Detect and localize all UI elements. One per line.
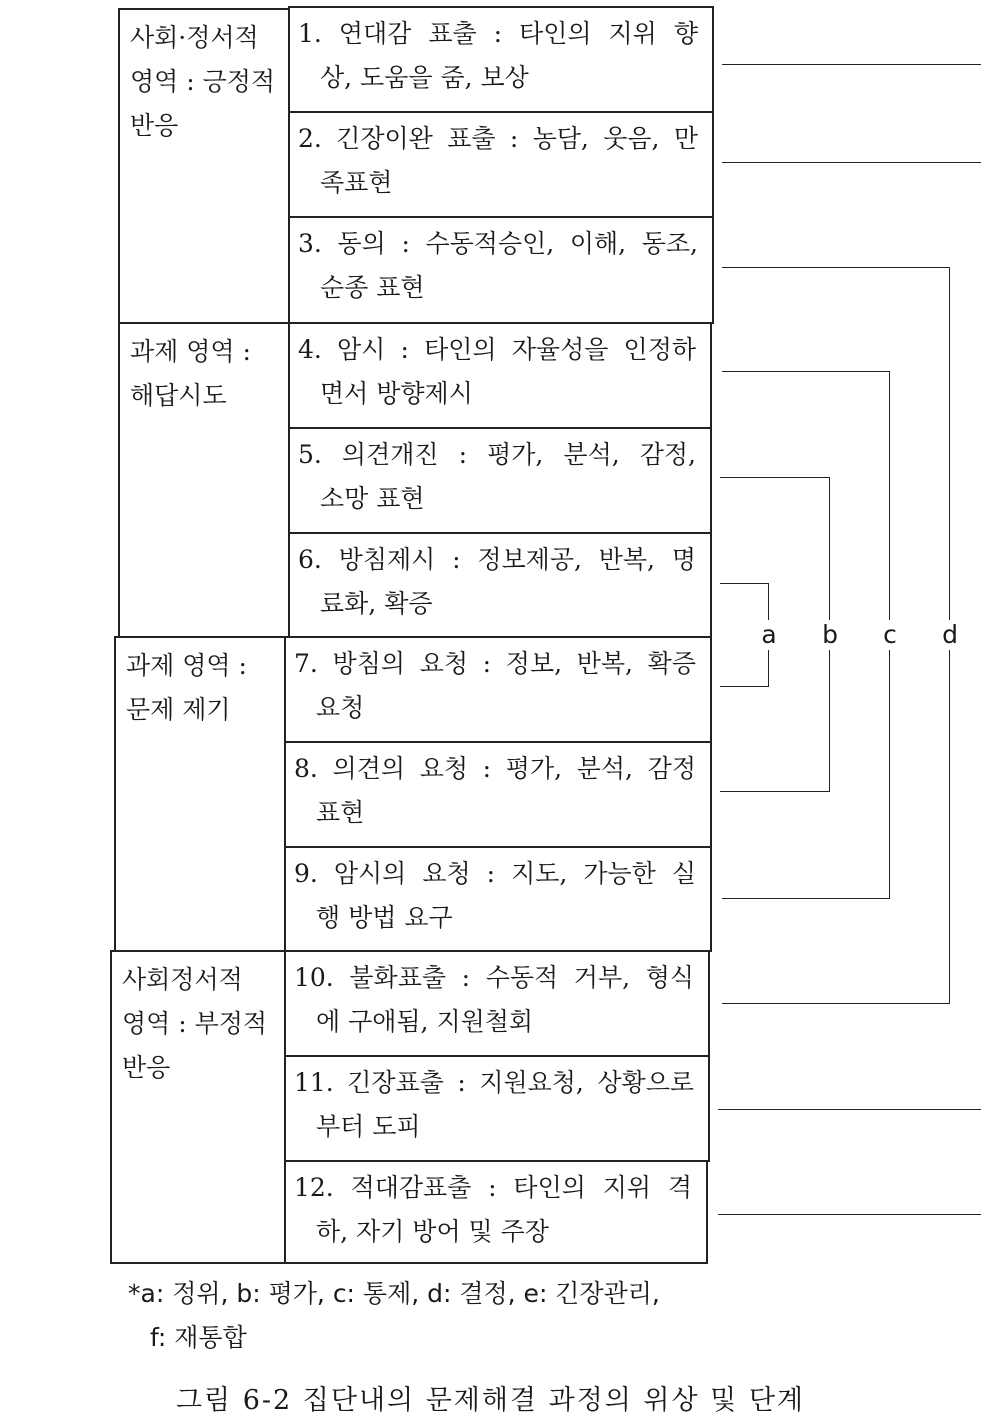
category-line1: 11. 긴장표출 : 지원요청, 상황으로 [294,1068,694,1097]
category-line1: 12. 적대감표출 : 타인의 지위 격 [294,1173,692,1202]
category-line2: 면서 방향제시 [320,379,473,408]
bracket-label-c: c [875,620,905,650]
category-line2: 하, 자기 방어 및 주장 [316,1217,549,1246]
category-line1: 8. 의견의 요청 : 평가, 분석, 감정 [294,754,696,783]
category-line2: 소망 표현 [320,484,425,513]
area-social-positive [118,8,290,324]
figure-caption: 그림 6-2 집단내의 문제해결 과정의 위상 및 단계 [175,1385,806,1416]
connector-line-12 [718,1214,981,1215]
category-line2: 부터 도피 [316,1112,421,1141]
footnote [128,1272,748,1360]
area-label: 사회·정서적 영역 : 긍정적 반응 [130,23,276,140]
category-7 [284,636,712,743]
area-label: 과제 영역 : 문제 제기 [126,651,247,724]
bracket-label-d: d [935,620,965,650]
category-8 [284,741,712,848]
category-9 [284,846,712,952]
category-line2: 상, 도움을 줌, 보상 [320,63,529,92]
category-line1: 5. 의견개진 : 평가, 분석, 감정, [298,440,696,469]
area-label: 과제 영역 : 해답시도 [130,337,251,410]
category-5 [288,427,712,534]
area-label: 사회정서적 영역 : 부정적 반응 [122,965,268,1082]
category-line1: 1. 연대감 표출 : 타인의 지위 향 [298,19,698,48]
area-social-negative [110,950,286,1264]
footnote-line2: f: 재통합 [150,1323,247,1352]
category-line1: 3. 동의 : 수동적승인, 이해, 동조, [298,229,698,258]
category-line1: 4. 암시 : 타인의 자율성을 인정하 [298,335,696,364]
category-line2: 요청 [316,693,365,722]
connector-line-11 [718,1109,981,1110]
category-line1: 10. 불화표출 : 수동적 거부, 형식 [294,963,694,992]
category-3 [288,216,714,324]
category-line2: 족표현 [320,168,393,197]
area-task-answer [118,322,290,638]
category-line2: 료화, 확증 [320,589,433,618]
category-6 [288,532,712,638]
category-line1: 2. 긴장이완 표출 : 농담, 웃음, 만 [298,124,698,153]
category-2 [288,111,714,218]
connector-line-1 [722,64,981,65]
bracket-label-a: a [754,620,784,650]
category-line1: 7. 방침의 요청 : 정보, 반복, 확증 [294,649,696,678]
category-11 [284,1055,710,1162]
footnote-line1: *a: 정위, b: 평가, c: 통제, d: 결정, e: 긴장관리, [128,1279,660,1308]
category-12 [284,1160,708,1264]
category-line2: 표현 [316,798,365,827]
category-line1: 9. 암시의 요청 : 지도, 가능한 실 [294,859,696,888]
category-4 [288,322,712,429]
category-line1: 6. 방침제시 : 정보제공, 반복, 명 [298,545,696,574]
category-line2: 순종 표현 [320,273,425,302]
category-10 [284,950,710,1057]
category-line2: 행 방법 요구 [316,903,453,932]
connector-line-2 [722,162,981,163]
area-task-question [114,636,286,952]
category-1 [288,6,714,113]
category-line2: 에 구애됨, 지원철회 [316,1007,534,1036]
bracket-label-b: b [815,620,845,650]
